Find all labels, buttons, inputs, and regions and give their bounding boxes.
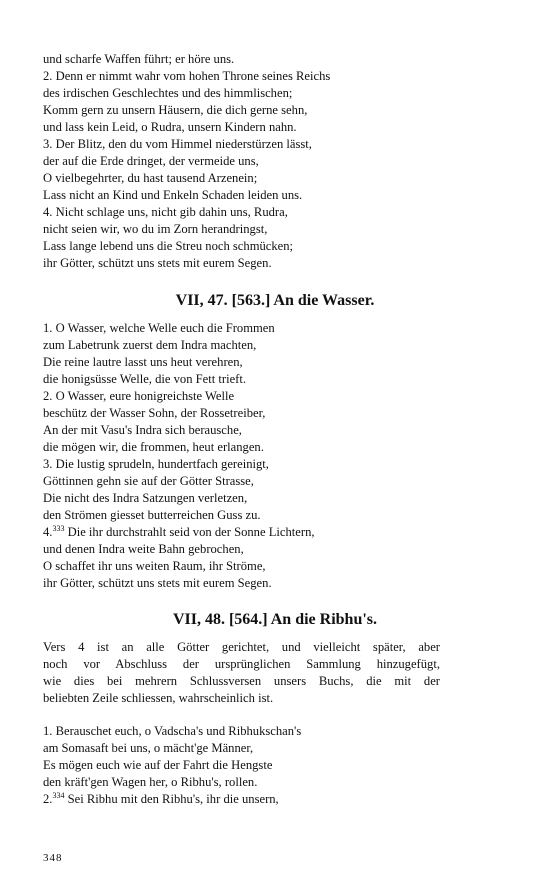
verse-line: Die nicht des Indra Satzungen verletzen, (43, 491, 248, 505)
section-heading: VII, 48. [564.] An die Ribhu's. (172, 611, 378, 628)
verse-line: und scharfe Waffen führt; er höre uns. (43, 52, 235, 66)
footnote-marker[interactable]: 333 (52, 524, 65, 533)
verse-line: 1. O Wasser, welche Welle euch die Frommen (43, 321, 275, 335)
verse-line: 2. O Wasser, eure honigreichste Welle (43, 389, 235, 403)
verse-line: O schaffet ihr uns weiten Raum, ihr Ströme, (43, 559, 266, 573)
prose-line: beliebten Zeile schliessen, wahrscheinlich ist. (43, 691, 274, 705)
page-number: 348 (43, 852, 63, 864)
verse-line: den kräft'gen Wagen her, o Ribhu's, rollen. (43, 775, 258, 789)
verse-line: Es mögen euch wie auf der Fahrt die Hengste (43, 758, 273, 772)
prose-line: noch vor Abschluss der ursprünglichen Sammlung hinzugefügt, (43, 657, 440, 671)
verse-line: Die reine lautre lasst uns heut verehren, (43, 355, 243, 369)
verse-line: Lass lange lebend uns die Streu noch schmücken; (43, 239, 294, 253)
verse-line: 2. Denn er nimmt wahr vom hohen Throne seines Reichs (43, 69, 331, 83)
prose-line: Vers 4 ist an alle Götter gerichtet, und vielleicht später, aber (43, 640, 440, 654)
verse-line: Lass nicht an Kind und Enkeln Schaden leiden uns. (43, 188, 303, 202)
verse-block-continuation (43, 51, 443, 272)
verse-line: des irdischen Geschlechtes und des himmlischen; (43, 86, 293, 100)
verse-line: Göttinnen gehn sie auf der Götter Strasse, (43, 474, 254, 488)
verse-line: und lass kein Leid, o Rudra, unsern Kindern nahn. (43, 120, 297, 134)
verse-line: und denen Indra weite Bahn gebrochen, (43, 542, 244, 556)
verse-line: die mögen wir, die frommen, heut erlangen. (43, 440, 264, 454)
verse-line: den Strömen giesset butterreichen Guss zu. (43, 508, 261, 522)
verse-line: 3. Die lustig sprudeln, hundertfach gereinigt, (43, 457, 269, 471)
footnote-marker[interactable]: 334 (52, 791, 65, 800)
verse-text: Die ihr durchstrahlt seid von der Sonne Lichtern, (64, 525, 315, 539)
verse-text: Sei Ribhu mit den Ribhu's, ihr die unsern, (64, 792, 279, 806)
verse-line: 4. Nicht schlage uns, nicht gib dahin uns, Rudra, (43, 205, 288, 219)
verse-line: 1. Berauschet euch, o Vadscha's und Ribhukschan's (43, 724, 302, 738)
verse-line: Komm gern zu unsern Häusern, die dich gerne sehn, (43, 103, 308, 117)
verse-line: am Somasaft bei uns, o mächt'ge Männer, (43, 741, 254, 755)
verse-line: ihr Götter, schützt uns stets mit eurem Segen. (43, 576, 272, 590)
verse-line: nicht seien wir, wo du im Zorn herandringst, (43, 222, 268, 236)
verse-block-section-48 (43, 723, 443, 808)
verse-line: zum Labetrunk zuerst dem Indra machten, (43, 338, 257, 352)
verse-line: O vielbegehrter, du hast tausend Arzenein; (43, 171, 258, 185)
verse-line-with-footnote (43, 791, 443, 808)
verse-line: An der mit Vasu's Indra sich berausche, (43, 423, 242, 437)
verse-number: 2. (43, 792, 53, 806)
verse-line: ihr Götter, schützt uns stets mit eurem Segen. (43, 256, 272, 270)
verse-line: der auf die Erde dringet, der vermeide uns, (43, 154, 259, 168)
verse-block-section-47 (43, 320, 443, 592)
verse-line: die honigsüsse Welle, die von Fett trieft. (43, 372, 247, 386)
verse-line: 3. Der Blitz, den du vom Himmel niederstürzen lässt, (43, 137, 312, 151)
section-heading: VII, 47. [563.] An die Wasser. (175, 292, 375, 309)
verse-number: 4. (43, 525, 53, 539)
prose-line: wie dies bei mehrern Schlussversen unsers Buchs, die mit der (43, 674, 440, 688)
verse-line-with-footnote (43, 524, 443, 541)
section-intro-paragraph (43, 639, 440, 707)
verse-line: beschütz der Wasser Sohn, der Rossetreiber, (43, 406, 266, 420)
